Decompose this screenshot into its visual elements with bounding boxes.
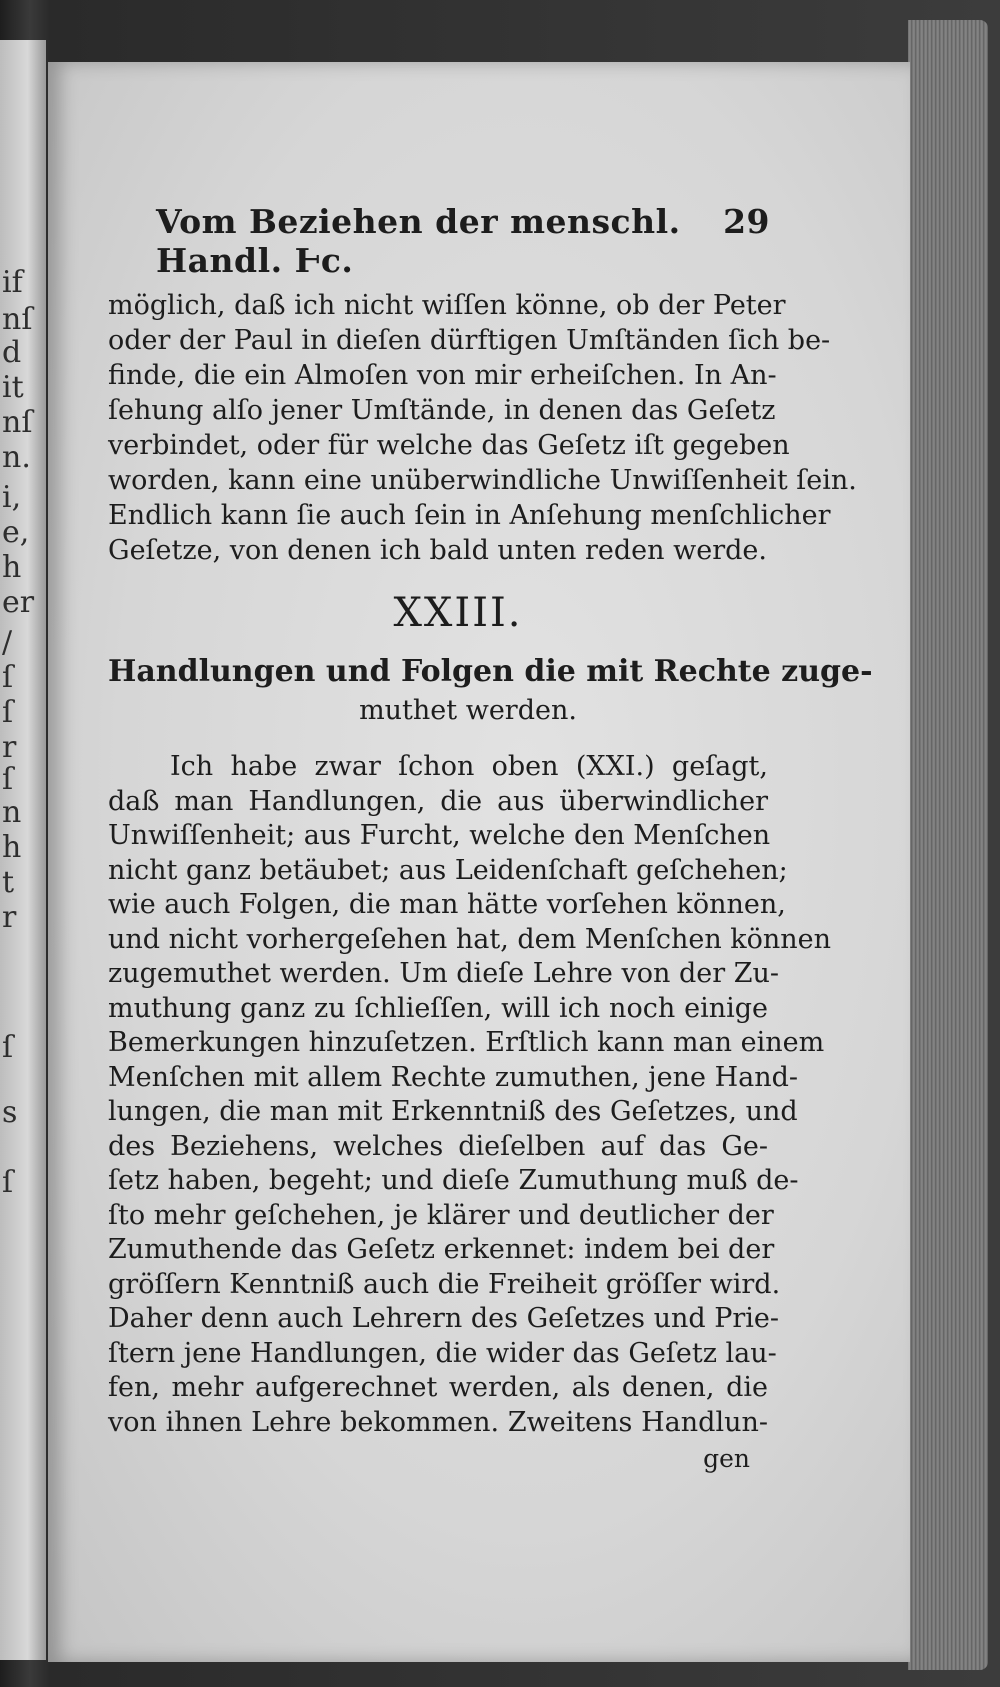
text-line: und nicht vorhergeſehen hat, dem Menſchen können xyxy=(108,923,832,955)
fragment: s xyxy=(2,1095,18,1130)
facing-page-edge xyxy=(0,40,46,1660)
text-line: Zumuthende das Geſetz erkennet: indem bei der xyxy=(108,1234,775,1265)
text-line: Unwiſſenheit; aus Furcht, welche den Menſchen xyxy=(108,820,771,851)
text-line: Daher denn auch Lehrern des Geſetzes und Prie- xyxy=(108,1303,780,1334)
text-line: fen, mehr aufgerechnet werden, als denen, die xyxy=(108,1372,768,1403)
fragment: r xyxy=(2,730,17,765)
text-line: Bemerkungen hinzuſetzen. Erſtlich kann man einem xyxy=(108,1027,825,1058)
fragment: if xyxy=(2,265,23,300)
page-number: 29 xyxy=(723,202,770,241)
text-line: worden, kann eine unüberwindliche Unwiſſenheit ſein. xyxy=(108,465,857,496)
fragment: ſ xyxy=(2,1165,14,1200)
fragment: t xyxy=(2,865,15,900)
text-line: ſto mehr geſchehen, je klärer und deutlicher der xyxy=(108,1199,774,1231)
text-line: gröſſern Kenntniß auch die Freiheit gröſſer wird. xyxy=(108,1268,781,1300)
text-line: wie auch Folgen, die man hätte vorſehen können, xyxy=(108,889,786,920)
fragment: ſ xyxy=(2,762,14,797)
fragment: ſ xyxy=(2,695,14,730)
section-title-continuation: muthet werden. xyxy=(359,695,577,726)
text-line: von ihnen Lehre bekommen. Zweitens Handlun- xyxy=(108,1406,768,1438)
paragraph xyxy=(108,750,832,1440)
paragraph xyxy=(108,288,857,568)
text-line: Geſetze, von denen ich bald unten reden werde. xyxy=(108,535,767,566)
fragment: r xyxy=(2,900,17,935)
running-header xyxy=(156,202,770,280)
fragment: ſ xyxy=(2,1030,14,1065)
text-line: zugemuthet werden. Um dieſe Lehre von der Zu- xyxy=(108,958,779,989)
text-line: oder der Paul in dieſen dürftigen Umſtänden ſich be- xyxy=(108,325,831,356)
fragment: ſ xyxy=(2,660,14,695)
text-line: lungen, die man mit Erkenntniß des Geſetzes, und xyxy=(108,1096,798,1127)
text-line: ſehung alſo jener Umſtände, in denen das Geſetz xyxy=(108,395,776,426)
text-line: Endlich kann ſie auch ſein in Anſehung menſchlicher xyxy=(108,500,831,531)
fragment: nſ xyxy=(2,405,33,440)
text-line: Ich habe zwar ſchon oben (XXI.) geſagt, xyxy=(170,751,768,782)
fragment: it xyxy=(2,370,24,405)
text-line: verbindet, oder für welche das Geſetz iſt gegeben xyxy=(108,430,790,461)
text-line: muthung ganz zu ſchlieſſen, will ich noch einige xyxy=(108,992,768,1024)
book-page-edges xyxy=(908,20,988,1670)
text-line: Menſchen mit allem Rechte zumuthen, jene Hand- xyxy=(108,1061,799,1093)
fragment: er xyxy=(2,585,35,620)
fragment: n xyxy=(2,795,22,830)
fragment: h xyxy=(2,550,22,585)
text-line: ſetz haben, begeht; und dieſe Zumuthung muß de- xyxy=(108,1165,799,1196)
running-title: Vom Beziehen der menschl. Handl. Ⱶc. xyxy=(156,202,681,280)
page-text xyxy=(108,202,873,1473)
fragment: nſ xyxy=(2,302,33,337)
text-line: finde, die ein Almoſen von mir erheiſchen. In An- xyxy=(108,360,777,391)
text-line: möglich, daß ich nicht wiſſen könne, ob der Peter xyxy=(108,290,786,321)
fragment: / xyxy=(2,625,13,660)
text-line: ſtern jene Handlungen, die wider das Geſetz lau- xyxy=(108,1337,777,1369)
fragment: e, xyxy=(2,515,30,550)
fragment: d xyxy=(2,335,22,370)
text-line: des Beziehens, welches dieſelben auf das Ge- xyxy=(108,1130,768,1162)
text-line: daß man Handlungen, die aus überwindlicher xyxy=(108,785,768,817)
section-number: XXIII. xyxy=(393,590,523,636)
fragment: h xyxy=(2,830,22,865)
fragment: n. xyxy=(2,440,31,475)
section-title: Handlungen und Folgen die mit Rechte zuge- xyxy=(108,654,873,689)
catchword: gen xyxy=(703,1444,750,1473)
text-line: nicht ganz betäubet; aus Leidenſchaft geſchehen; xyxy=(108,854,788,886)
fragment: i, xyxy=(2,480,22,515)
